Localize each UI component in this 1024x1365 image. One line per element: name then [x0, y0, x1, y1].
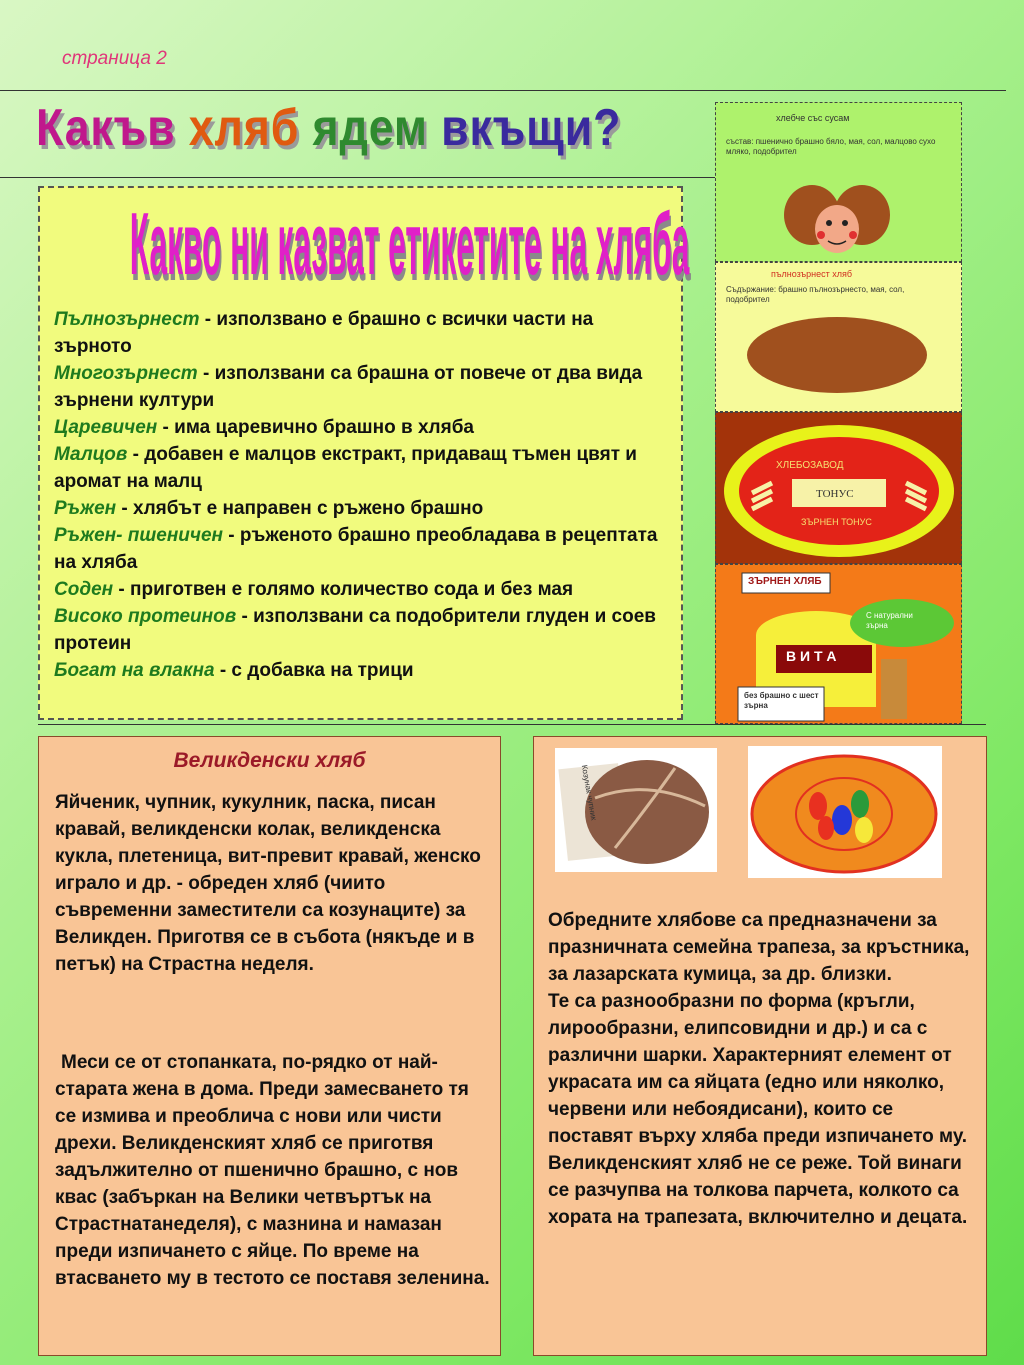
kozunak-caption: Козунак чупник: [579, 764, 599, 821]
label-desc: - използвани са подобрители глуден и соев протеин: [54, 606, 656, 654]
label-desc: - има царевично брашно в хляба: [157, 417, 474, 438]
panel1-text: състав: пшенично брашно бяло, мая, сол, малцово сухо мляко, подобрител: [726, 137, 936, 156]
label-desc: - използвани са брашна от повече от два вида зърнени култури: [54, 363, 643, 411]
title-word-3: ядем: [312, 99, 428, 157]
label-desc: - използвано е брашно с всички части на зърното: [54, 309, 594, 357]
top-rule: [0, 90, 1006, 91]
panel1-title: хлебче със сусам: [776, 113, 850, 123]
title-word-1: Какъв: [36, 99, 176, 157]
label-desc: - с добавка на трици: [214, 660, 414, 681]
page-title: [36, 98, 621, 158]
label-term: Високо протеинов: [54, 606, 237, 627]
labels-list: [54, 306, 674, 684]
label-term: Ръжен- пшеничен: [54, 525, 224, 546]
label-item: [54, 414, 674, 441]
wholegrain-loaf-icon: [716, 263, 962, 412]
panel3-mid: ТОНУС: [816, 488, 854, 500]
label-item: [54, 441, 674, 495]
ritual-bread-box: [533, 736, 987, 1356]
panel4-top: ЗЪРНЕН ХЛЯБ: [748, 576, 822, 587]
easter-paragraph-1: Яйченик, чупник, кукулник, паска, писан кравай, великденски колак, великденска кукла, плетеница, вит-превит кравай, женско играло и др. - обреден хляб (чиито съвременни заместители са козунаците) за Великден. Приготвя се в събота (някъде и в петък) на Страстна неделя.: [55, 792, 481, 975]
panel4-bottom: без брашно с шест зърна: [744, 691, 819, 710]
label-desc: - добавен е малцов екстракт, придаващ тъмен цвят и аромат на малц: [54, 444, 637, 492]
label-item: [54, 576, 674, 603]
label-item: [54, 603, 674, 657]
easter-bread-box: [38, 736, 501, 1356]
title-word-4: вкъщи?: [441, 99, 622, 157]
label-item: [54, 360, 674, 414]
panel4-green: С натурални зърна: [866, 611, 913, 630]
label-term: Соден: [54, 579, 114, 600]
page-number: страница 2: [62, 48, 167, 69]
label-image-vita: [715, 564, 962, 724]
label-desc: - ръженото брашно преобладава в рецептата на хляба: [54, 525, 658, 573]
panel2-text: Съдържание: брашно пълнозърнесто, мая, сол, подобрител: [726, 285, 905, 304]
label-term: Малцов: [54, 444, 128, 465]
label-item: [54, 657, 674, 684]
kozunak-photo: [555, 748, 717, 872]
labels-box: [38, 186, 690, 720]
easter-paragraph-2: Меси се от стопанката, по-рядко от най-старата жена в дома. Преди замесването тя се измива и преоблича с нови или чисти дрехи. Великденският хляб се приготвя задължително от пшенично брашно, с нов квас (забъркан на Велики четвъртък на Страстнатанеделя), с мазнина и намазан преди изпичането с яйце. По време на втасването му в тестото се поставя зеленина.: [55, 1052, 490, 1289]
label-term: Царевичен: [54, 417, 158, 438]
title-word-2: хляб: [188, 99, 300, 157]
label-desc: - хлябът е направен с ръжено брашно: [116, 498, 484, 519]
label-item: [54, 495, 674, 522]
panel3-bottom: ЗЪРНЕН ТОНУС: [801, 517, 872, 527]
label-term: Пълнозърнест: [54, 309, 200, 330]
label-item: [54, 306, 674, 360]
label-term: Многозърнест: [54, 363, 198, 384]
label-term: Ръжен: [54, 498, 117, 519]
label-desc: - приготвен е голямо количество сода и без мая: [113, 579, 574, 600]
ritual-text: Обредните хлябове са предназначени за празничната семейна трапеза, за кръстника, за лазарската кумица, за др. близки. Те са разнообразни по форма (кръгли, лирообразни, елипсовидни и др.) и са с различни шарки. Характерният елемент от украсата им са яйцата (едно или няколко, червени или небоядисани), които се поставят върху хляба преди изпичането му. Великденският хляб не се реже. Той винаги се разчупва на толкова парчета, колкото са хората на трапезата, включително и децата.: [548, 910, 970, 1228]
easter-heading: Великденски хляб: [173, 749, 366, 772]
middle-rule: [38, 724, 986, 725]
label-image-sesame-bun: [715, 102, 962, 262]
panel3-top: ХЛЕБОЗАВОД: [776, 460, 844, 471]
label-image-wholegrain: [715, 262, 962, 412]
label-term: Богат на влакна: [54, 660, 215, 681]
title-rule: [0, 177, 716, 178]
labels-heading: Какво ни казват етикетите на хляба: [129, 196, 690, 294]
sesame-bun-icon: [716, 103, 962, 262]
label-image-tonus: [715, 412, 962, 564]
ritual-bread-drawing: [748, 746, 942, 878]
panel2-title: пълнозърнест хляб: [771, 269, 853, 279]
egg-bread-icon: [748, 746, 942, 878]
panel4-brand: В И Т А: [786, 648, 837, 664]
label-item: [54, 522, 674, 576]
